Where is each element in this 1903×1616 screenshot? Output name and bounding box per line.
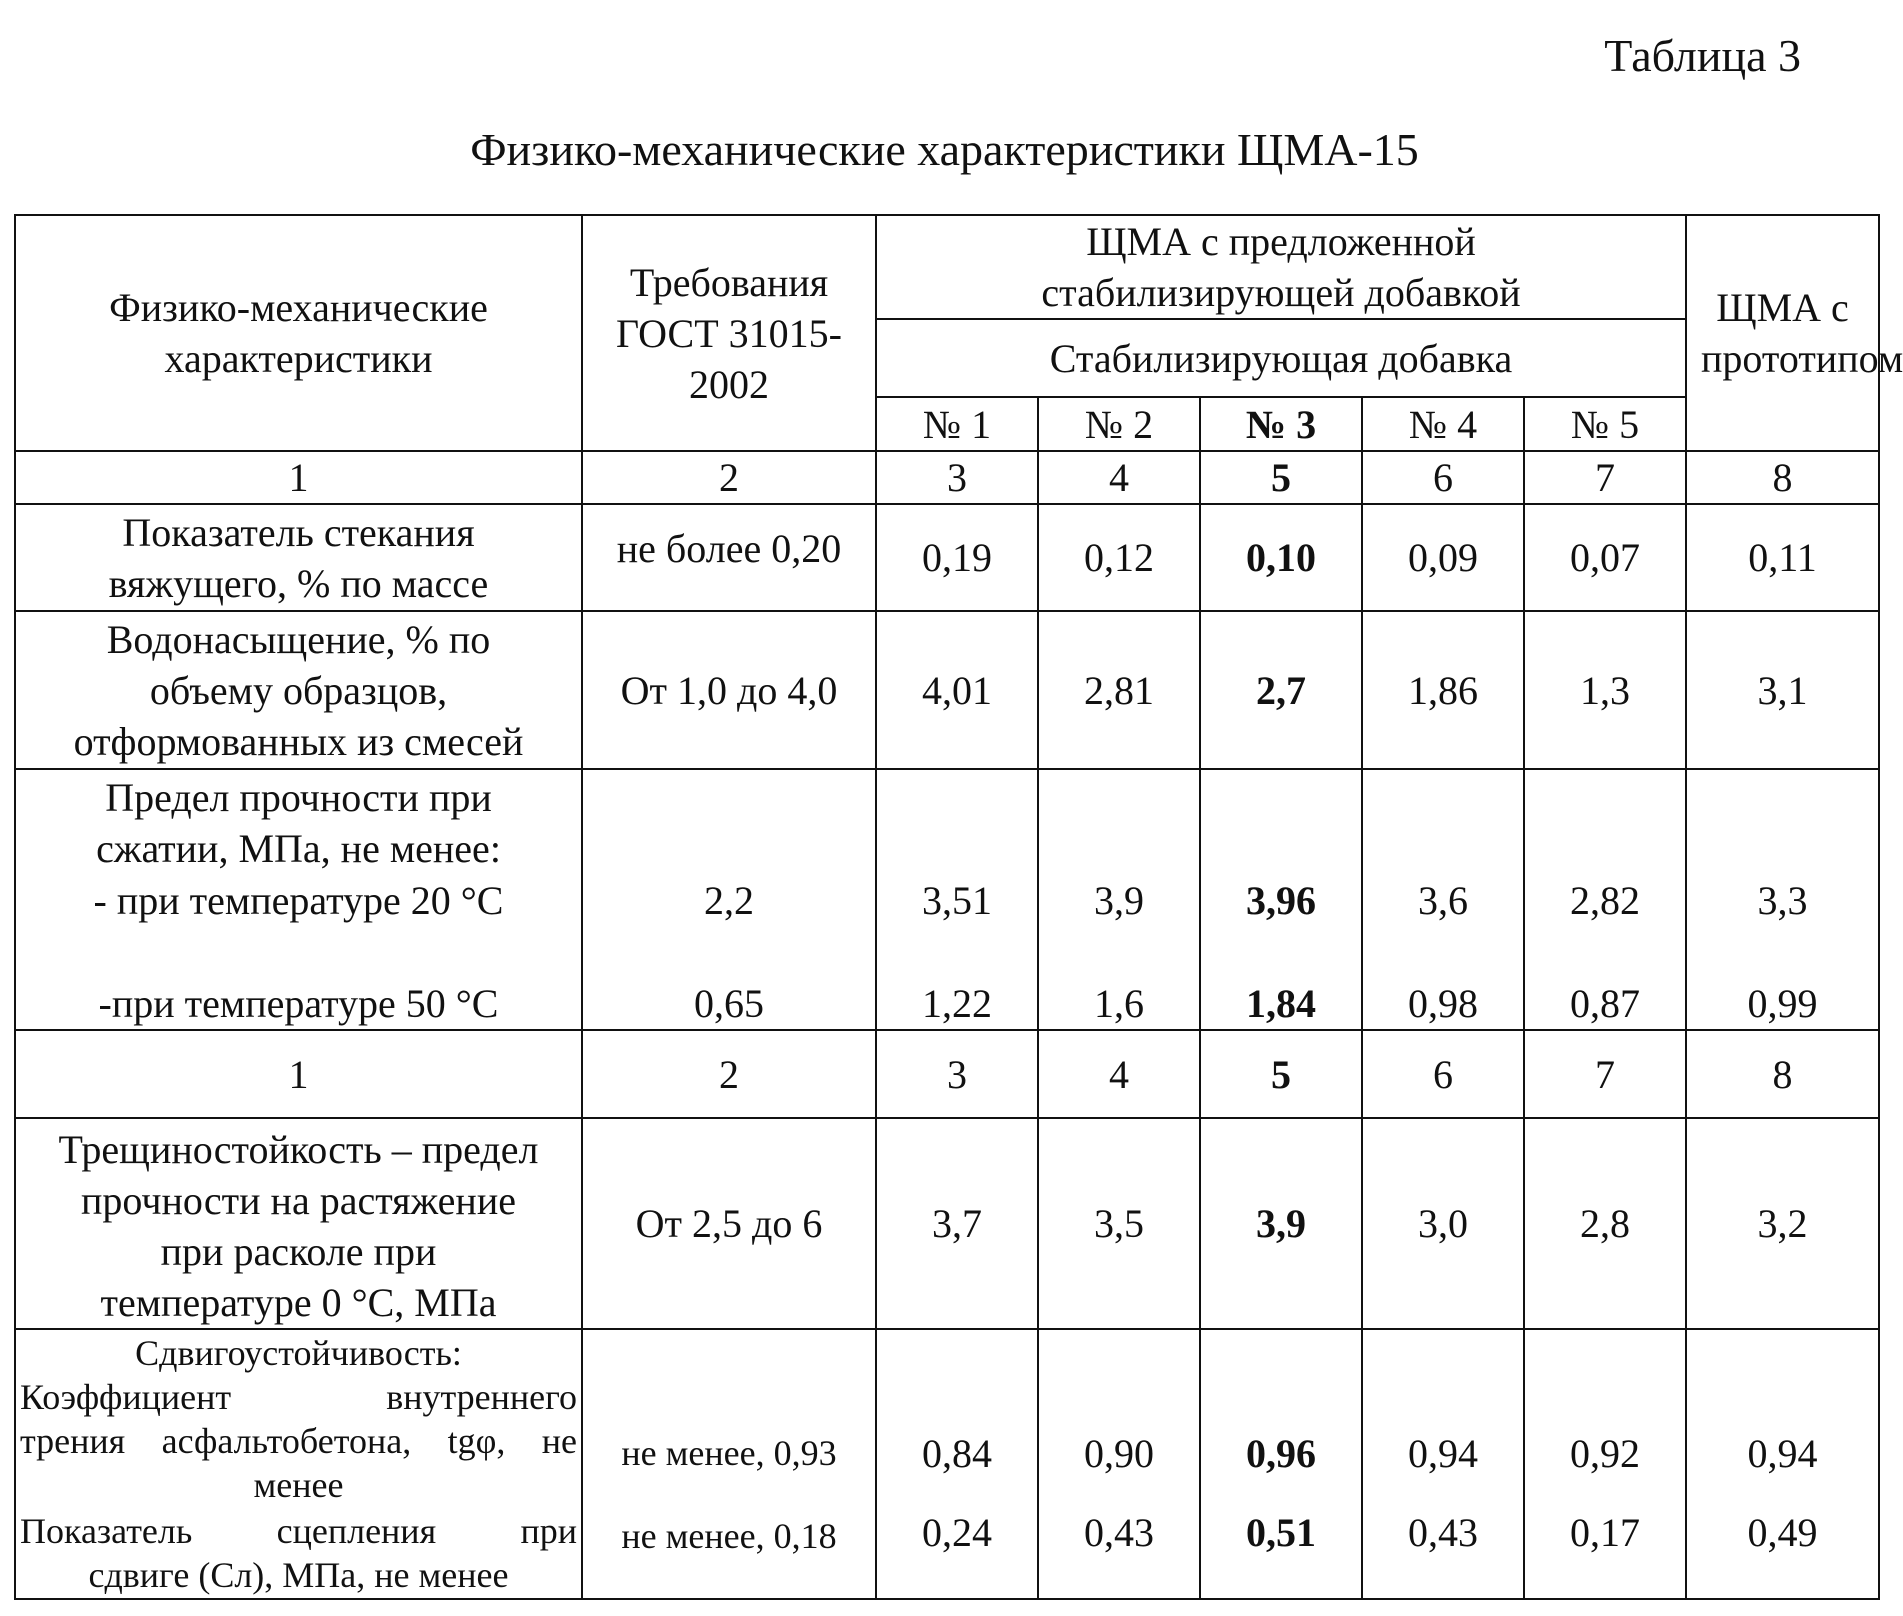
column-number: 4 xyxy=(1038,1030,1200,1118)
value-cell: 0,24 xyxy=(876,1507,1038,1599)
column-number: 7 xyxy=(1524,1030,1686,1118)
header-row-1 xyxy=(15,215,1879,319)
column-numbers-row xyxy=(15,1030,1879,1118)
value-cell: 2,8 xyxy=(1524,1118,1686,1329)
column-number: 2 xyxy=(582,451,876,504)
requirement-cell: От 1,0 до 4,0 xyxy=(582,611,876,769)
value-cell: 0,43 xyxy=(1038,1507,1200,1599)
requirement-cell: От 2,5 до 6 xyxy=(582,1118,876,1329)
column-number: 6 xyxy=(1362,451,1524,504)
row-label: Предел прочности при сжатии, МПа, не менее: xyxy=(15,769,582,874)
header-additive: № 2 xyxy=(1038,397,1200,451)
column-number: 5 xyxy=(1200,451,1362,504)
value-cell: 0,92 xyxy=(1524,1329,1686,1507)
requirement-cell: не более 0,20 xyxy=(582,504,876,611)
value-cell: 0,87 xyxy=(1524,926,1686,1030)
value-cell: 2,81 xyxy=(1038,611,1200,769)
header-characteristics: Физико-механические характеристики xyxy=(15,215,582,451)
row-compressive-50 xyxy=(15,926,1879,1030)
value-cell: 0,98 xyxy=(1362,926,1524,1030)
value-cell: 0,94 xyxy=(1362,1329,1524,1507)
value-cell: 3,0 xyxy=(1362,1118,1524,1329)
row-label: Трещиностойкость – предел прочности на растяжение при расколе при температуре 0 °С, МПа xyxy=(15,1118,582,1329)
header-additive: № 3 xyxy=(1200,397,1362,451)
column-number: 3 xyxy=(876,1030,1038,1118)
row-label: - при температуре 20 °С xyxy=(15,874,582,926)
value-cell: 3,5 xyxy=(1038,1118,1200,1329)
column-number: 3 xyxy=(876,451,1038,504)
value-cell: 3,6 xyxy=(1362,874,1524,926)
value-cell: 0,19 xyxy=(876,504,1038,611)
value-cell: 3,2 xyxy=(1686,1118,1879,1329)
row-shear-friction xyxy=(15,1329,1879,1507)
value-cell: 0,90 xyxy=(1038,1329,1200,1507)
value-cell: 0,11 xyxy=(1686,504,1879,611)
column-number: 7 xyxy=(1524,451,1686,504)
value-cell: 3,7 xyxy=(876,1118,1038,1329)
header-stabilizer: Стабилизирующая добавка xyxy=(876,319,1686,397)
value-cell: 0,96 xyxy=(1200,1329,1362,1507)
requirement-cell: 2,2 xyxy=(582,874,876,926)
header-proposed-group: ЩМА с предложенной стабилизирующей добавкой xyxy=(876,215,1686,319)
row-crack-resistance xyxy=(15,1118,1879,1329)
column-number: 5 xyxy=(1200,1030,1362,1118)
column-number: 8 xyxy=(1686,1030,1879,1118)
row-label: -при температуре 50 °С xyxy=(15,926,582,1030)
value-cell: 2,7 xyxy=(1200,611,1362,769)
row-drainage xyxy=(15,504,1879,611)
column-number: 6 xyxy=(1362,1030,1524,1118)
row-label: Показатель стекания вяжущего, % по массе xyxy=(15,504,582,611)
value-cell: 0,94 xyxy=(1686,1329,1879,1507)
column-number: 2 xyxy=(582,1030,876,1118)
value-cell: 0,43 xyxy=(1362,1507,1524,1599)
row-label: Сдвигоустойчивость: Коэффициент внутреннего трения асфальтобетона, tgφ, не менее xyxy=(15,1329,582,1507)
column-number: 4 xyxy=(1038,451,1200,504)
row-compressive-20 xyxy=(15,874,1879,926)
value-cell: 1,3 xyxy=(1524,611,1686,769)
value-cell: 3,9 xyxy=(1038,874,1200,926)
header-additive: № 5 xyxy=(1524,397,1686,451)
row-compressive-heading xyxy=(15,769,1879,874)
requirement-cell: 0,65 xyxy=(582,926,876,1030)
table-title: Физико-механические характеристики ЩМА-15 xyxy=(470,124,1419,175)
value-cell: 0,10 xyxy=(1200,504,1362,611)
value-cell: 3,1 xyxy=(1686,611,1879,769)
value-cell: 1,22 xyxy=(876,926,1038,1030)
column-number: 1 xyxy=(15,451,582,504)
value-cell: 3,51 xyxy=(876,874,1038,926)
header-additive: № 4 xyxy=(1362,397,1524,451)
row-shear-cohesion xyxy=(15,1507,1879,1599)
value-cell: 2,82 xyxy=(1524,874,1686,926)
value-cell: 3,96 xyxy=(1200,874,1362,926)
row-label: Водонасыщение, % по объему образцов, отформованных из смесей xyxy=(15,611,582,769)
value-cell: 1,84 xyxy=(1200,926,1362,1030)
value-cell: 0,99 xyxy=(1686,926,1879,1030)
value-cell: 4,01 xyxy=(876,611,1038,769)
value-cell: 1,6 xyxy=(1038,926,1200,1030)
header-additive: № 1 xyxy=(876,397,1038,451)
column-number: 1 xyxy=(15,1030,582,1118)
row-water-saturation xyxy=(15,611,1879,769)
column-number: 8 xyxy=(1686,451,1879,504)
value-cell: 0,07 xyxy=(1524,504,1686,611)
characteristics-table xyxy=(14,214,1903,1600)
header-gost: Требования ГОСТ 31015-2002 xyxy=(582,215,876,451)
row-label: Показатель сцепления при сдвиге (Сл), МПа, не менее xyxy=(15,1507,582,1599)
requirement-cell: не менее, 0,18 xyxy=(582,1507,876,1599)
value-cell: 3,9 xyxy=(1200,1118,1362,1329)
value-cell: 3,3 xyxy=(1686,874,1879,926)
value-cell: 0,09 xyxy=(1362,504,1524,611)
value-cell: 0,12 xyxy=(1038,504,1200,611)
requirement-cell: не менее, 0,93 xyxy=(582,1329,876,1507)
value-cell: 1,86 xyxy=(1362,611,1524,769)
table-label: Таблица 3 xyxy=(1604,30,1801,81)
column-numbers-row xyxy=(15,451,1879,504)
value-cell: 0,51 xyxy=(1200,1507,1362,1599)
value-cell: 0,84 xyxy=(876,1329,1038,1507)
value-cell: 0,17 xyxy=(1524,1507,1686,1599)
value-cell: 0,49 xyxy=(1686,1507,1879,1599)
header-prototype: ЩМА с прототипом xyxy=(1686,215,1879,451)
